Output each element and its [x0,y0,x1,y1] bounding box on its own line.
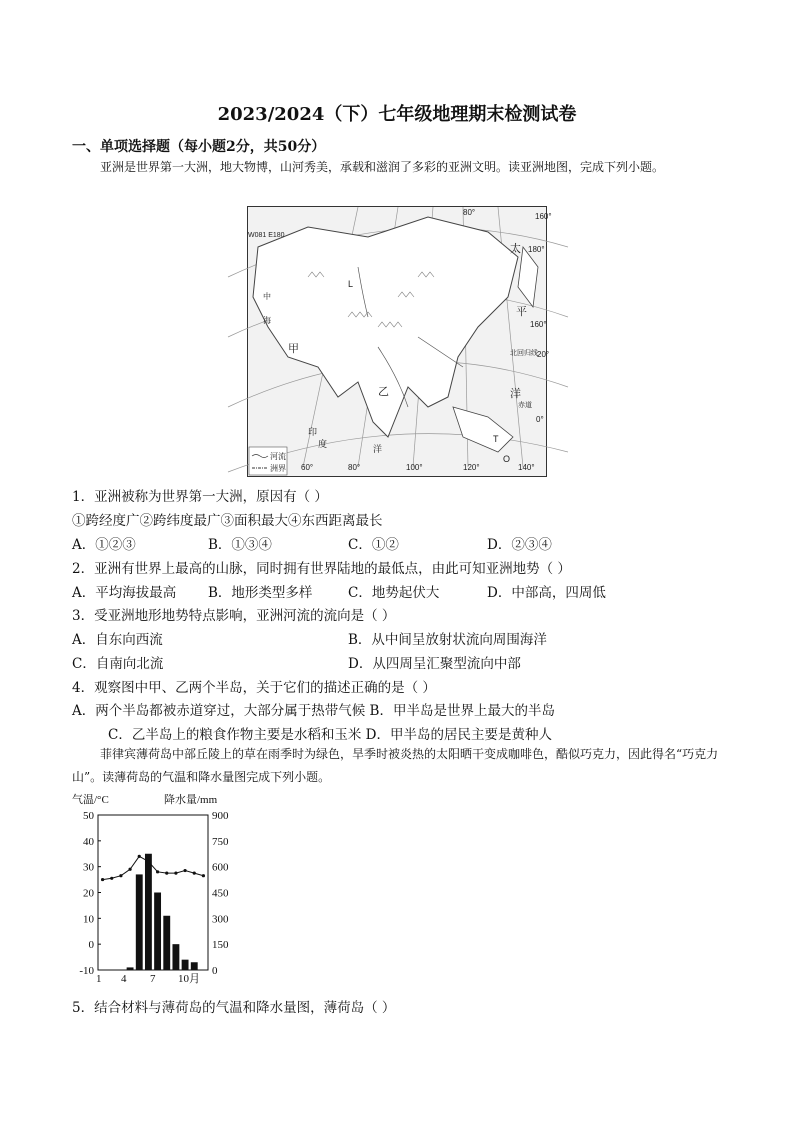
temperature-point [138,855,141,858]
question-3: 3．受亚洲地形地势特点影响，亚洲河流的流向是（ ） [72,608,396,624]
q1-option-a[interactable]: A．①②③ [72,537,136,553]
climate-chart-svg [72,790,252,985]
precipitation-bar [182,960,189,970]
q2-option-c[interactable]: C．地势起伏大 [348,585,440,601]
svg-text:平: 平 [516,306,527,318]
right-axis-label: 降水量/mm [164,794,218,806]
svg-text:L: L [348,279,354,289]
x-tick-7: 7 [150,973,156,985]
q1-option-c[interactable]: C．①② [348,537,399,553]
x-tick-4: 4 [121,973,127,985]
temperature-point [119,874,122,877]
q2-option-d[interactable]: D．中部高，四周低 [487,585,606,601]
question-4: 4．观察图中甲、乙两个半岛，关于它们的描述正确的是（ ） [72,680,436,696]
left-axis-label: 气温/°C [72,794,109,806]
svg-text:海: 海 [263,316,271,325]
precipitation-bar [154,893,161,971]
svg-text:100°: 100° [406,463,423,472]
svg-text:W081 E180: W081 E180 [248,232,285,239]
right-tick-label: 600 [212,861,229,874]
svg-text:O: O [503,454,511,464]
svg-text:0°: 0° [536,415,544,424]
q2-option-a[interactable]: A．平均海拔最高 [72,585,177,601]
question-2: 2．亚洲有世界上最高的山脉，同时拥有世界陆地的最低点，由此可知亚洲地势（ ） [72,561,571,577]
q1-option-b[interactable]: B．①③④ [208,537,272,553]
page-title: 2023/2024（下）七年级地理期末检测试卷 [217,104,577,125]
question-1-statements: ①跨经度广②跨纬度最广③面积最大④东西距离最长 [72,513,383,529]
q3-option-d[interactable]: D．从四周呈汇聚型流向中部 [348,656,521,672]
left-tick-label: 10 [83,913,94,926]
x-tick-1: 1 [96,973,102,985]
precipitation-bar [145,854,152,970]
temperature-point [128,868,131,871]
svg-text:太: 太 [510,243,521,255]
asia-map-graphic [248,207,552,476]
left-tick-label: 50 [83,810,94,822]
q3-option-a[interactable]: A．自东向西流 [72,632,163,648]
temperature-point [183,869,186,872]
right-tick-label: 150 [212,939,229,952]
right-tick-label: 450 [212,887,229,900]
svg-text:80°: 80° [463,208,476,217]
left-tick-label: 40 [83,835,94,848]
svg-text:洲界: 洲界 [270,464,286,473]
svg-text:乙: 乙 [378,386,389,398]
temperature-point [101,878,104,881]
svg-text:20°: 20° [537,350,550,359]
right-tick-label: 0 [212,965,218,977]
q3-option-b[interactable]: B．从中间呈放射状流向周围海洋 [348,632,547,648]
q3-option-c[interactable]: C．自南向北流 [72,656,164,672]
temperature-point [202,874,205,877]
temperature-point [193,872,196,875]
q1-option-d[interactable]: D．②③④ [487,537,552,553]
intro-paragraph-2: 菲律宾薄荷岛中部丘陵上的草在雨季时为绿色，旱季时被炎热的太阳晒干变成咖啡色，酷似巧克力，因此得名“巧克力山”。读薄荷岛的气温和降水量图完成下列小题。 [72,747,719,784]
svg-text:60°: 60° [301,463,314,472]
right-tick-label: 900 [212,810,229,822]
svg-text:甲: 甲 [288,343,299,355]
svg-text:河流: 河流 [270,452,286,461]
asia-map [247,206,552,477]
section-heading: 一、单项选择题（每小题2分，共50分） [72,139,326,155]
svg-text:140°: 140° [518,463,535,472]
temperature-point [110,877,113,880]
svg-text:80°: 80° [348,463,361,472]
svg-text:北回归线: 北回归线 [510,350,538,357]
svg-text:印: 印 [308,427,318,437]
svg-text:120°: 120° [463,463,480,472]
question-5: 5．结合材料与薄荷岛的气温和降水量图，薄荷岛（ ） [72,1000,396,1016]
right-tick-label: 300 [212,913,229,926]
left-tick-label: -10 [79,965,94,977]
q2-option-b[interactable]: B．地形类型多样 [208,585,313,601]
svg-text:度: 度 [318,439,328,449]
precipitation-bar [191,962,198,970]
svg-text:160°: 160° [535,212,552,221]
svg-text:180°: 180° [528,245,545,254]
precipitation-bar [127,967,134,970]
right-tick-label: 750 [212,835,229,848]
precipitation-bar [172,944,179,970]
left-tick-label: 20 [83,887,94,900]
svg-text:赤道: 赤道 [518,402,532,409]
precipitation-bar [136,874,143,970]
climate-chart [72,790,252,985]
svg-text:中: 中 [263,292,271,301]
x-tick-10: 10月 [178,973,200,985]
temperature-point [174,872,177,875]
left-tick-label: 0 [88,939,94,952]
intro-paragraph-1: 亚洲是世界第一大洲，地大物博，山河秀美，承载和滋润了多彩的亚洲文明。读亚洲地图，完成下列小题。 [100,160,665,174]
temperature-line [103,856,204,879]
svg-text:洋: 洋 [510,388,521,400]
q4-options-line-1[interactable]: A．两个半岛都被赤道穿过，大部分属于热带气候 B．甲半岛是世界上最大的半岛 [72,703,555,719]
q4-options-line-2[interactable]: C．乙半岛上的粮食作物主要是水稻和玉米 D．甲半岛的居民主要是黄种人 [108,727,552,743]
precipitation-bar [163,916,170,970]
left-tick-label: 30 [83,861,94,874]
svg-text:洋: 洋 [373,444,383,454]
temperature-point [165,872,168,875]
temperature-point [156,870,159,873]
temperature-point [147,860,150,863]
svg-text:T: T [493,434,499,444]
question-1: 1．亚洲被称为世界第一大洲，原因有（ ） [72,489,328,505]
svg-text:160°: 160° [530,320,547,329]
